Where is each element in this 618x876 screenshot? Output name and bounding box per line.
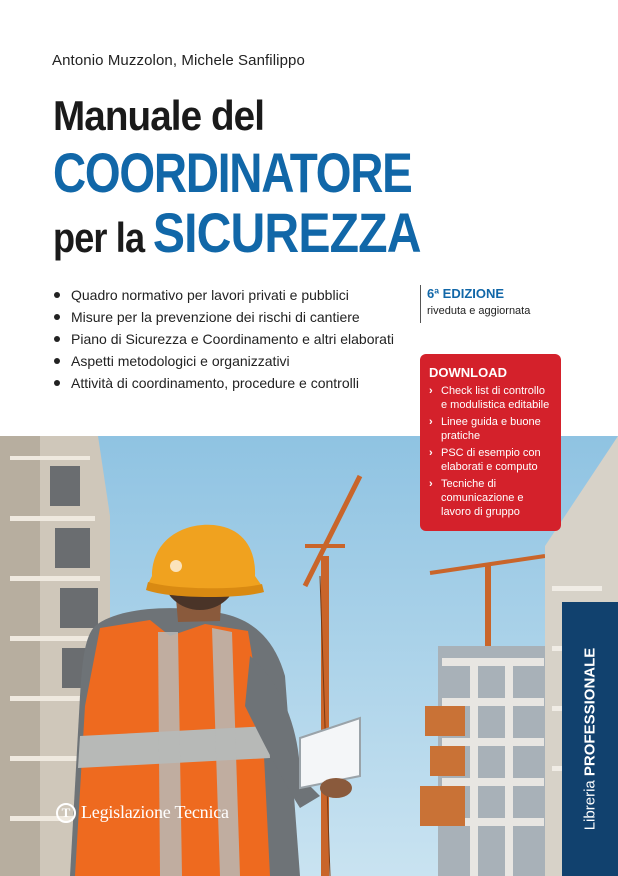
download-item (429, 415, 553, 443)
bullet-icon (54, 292, 60, 298)
publisher (56, 802, 229, 823)
download-item (429, 446, 553, 474)
series-band (562, 602, 618, 876)
list-item (54, 352, 394, 374)
title-line-3 (53, 200, 421, 265)
series-name: PROFESSIONALE (581, 647, 599, 777)
list-item (54, 374, 394, 396)
edition-label: 6ª EDIZIONE (427, 286, 505, 301)
title-line-3-highlight: SICUREZZA (152, 201, 421, 264)
download-item-text: Linee guida e buone pratiche (441, 416, 541, 442)
edition-subtitle: riveduta e aggiornata (427, 305, 531, 317)
building-under-construction (420, 646, 548, 876)
title-line-3-prefix: per la (53, 214, 145, 261)
chevron-right-icon: › (429, 478, 433, 490)
authors: Antonio Muzzolon, Michele Sanfilippo (52, 52, 305, 69)
download-box (420, 354, 561, 531)
topics-list (54, 286, 394, 396)
download-item-text: PSC di esempio con elaborati e computo (441, 447, 541, 473)
list-item-text: Misure per la prevenzione dei rischi di cantiere (71, 309, 360, 325)
bullet-icon (54, 314, 60, 320)
bullet-icon (54, 358, 60, 364)
title-line-1: Manuale del (53, 92, 265, 139)
download-title: DOWNLOAD (429, 365, 507, 380)
title-line-2: COORDINATORE (53, 141, 412, 204)
list-item-text: Quadro normativo per lavori privati e pubblici (71, 287, 349, 303)
series-prefix: Libreria (581, 780, 599, 831)
publisher-name: Legislazione Tecnica (81, 802, 229, 822)
download-item (429, 384, 553, 412)
list-item (54, 308, 394, 330)
chevron-right-icon: › (429, 416, 433, 428)
publisher-logo-icon: T (56, 803, 76, 823)
list-item (54, 330, 394, 352)
list-item (54, 286, 394, 308)
download-item (429, 477, 553, 519)
edition-note (420, 285, 530, 323)
chevron-right-icon: › (429, 447, 433, 459)
chevron-right-icon: › (429, 385, 433, 397)
download-item-text: Tecniche di comunicazione e lavoro di gruppo (441, 478, 524, 518)
list-item-text: Aspetti metodologici e organizzativi (71, 353, 290, 369)
bullet-icon (54, 336, 60, 342)
bullet-icon (54, 380, 60, 386)
series-label (582, 648, 599, 831)
download-item-text: Check list di controllo e modulistica editabile (441, 385, 550, 411)
list-item-text: Attività di coordinamento, procedure e controlli (71, 375, 359, 391)
list-item-text: Piano di Sicurezza e Coordinamento e altri elaborati (71, 331, 394, 347)
